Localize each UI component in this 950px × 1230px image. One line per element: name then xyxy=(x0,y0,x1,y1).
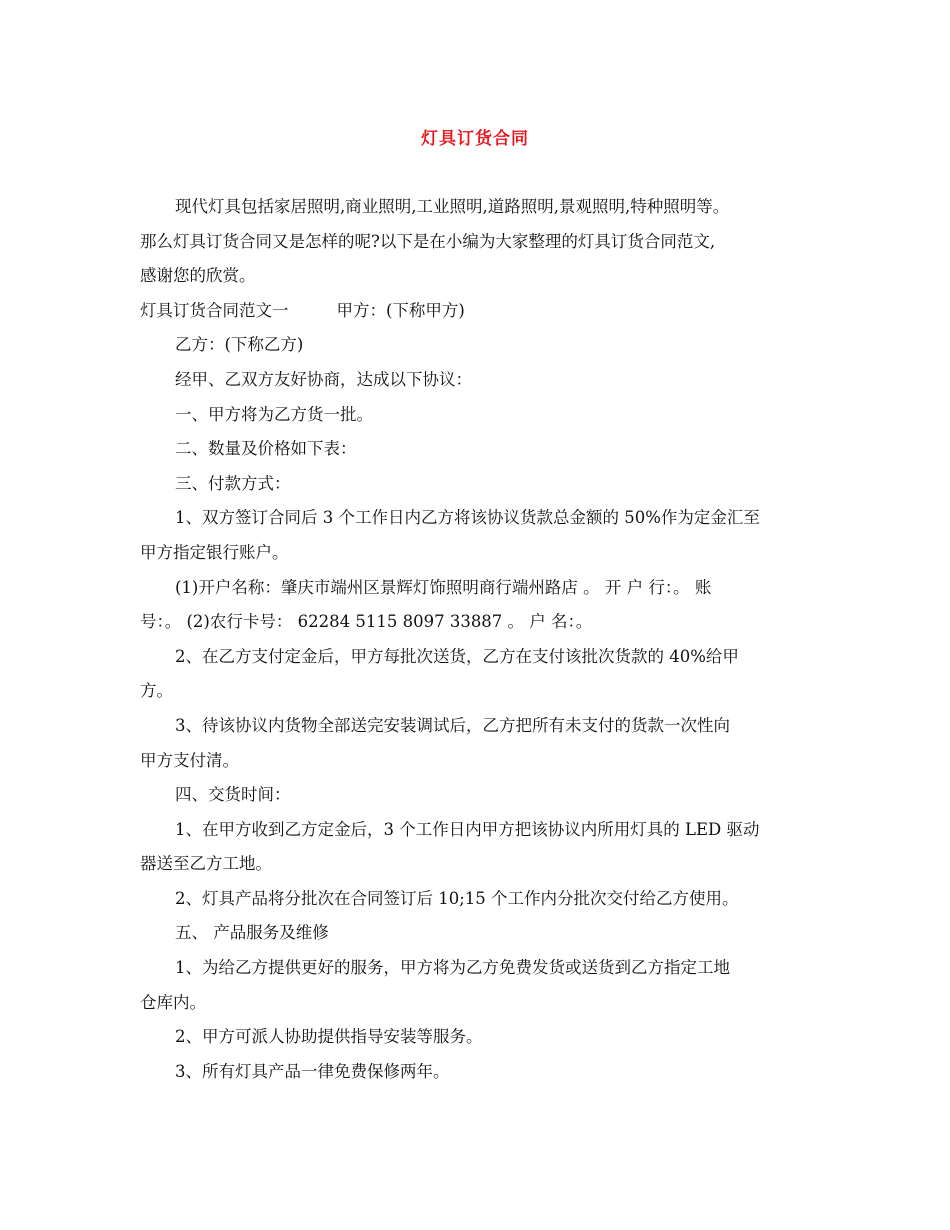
intro-line-2: 那么灯具订货合同又是怎样的呢?以下是在小编为大家整理的灯具订货合同范文, xyxy=(140,231,716,251)
delivery-2: 2、灯具产品将分批次在合同签订后 10;15 个工作内分批次交付给乙方使用。 xyxy=(175,888,739,908)
service-2: 2、甲方可派人协助提供指导安装等服务。 xyxy=(175,1027,483,1047)
payment-2-line-1: 2、在乙方支付定金后，甲方每批次送货，乙方在支付该批次货款的 40%给甲 xyxy=(175,646,739,666)
payment-1-line-2: 甲方指定银行账户。 xyxy=(140,542,289,562)
party-a: 甲方：(下称甲方) xyxy=(336,300,465,320)
sample-heading-row xyxy=(140,294,820,329)
service-3: 3、所有灯具产品一律免费保修两年。 xyxy=(175,1061,450,1081)
clause-1: 一、甲方将为乙方货一批。 xyxy=(175,404,373,424)
agreement-intro: 经甲、乙双方友好协商，达成以下协议： xyxy=(175,369,472,389)
bank-line-2: 号：。 (2)农行卡号： 62284 5115 8097 33887 。 户 名：。 xyxy=(140,612,593,632)
clause-3: 三、付款方式： xyxy=(175,473,291,493)
delivery-1-line-2: 器送至乙方工地。 xyxy=(140,854,272,874)
intro-line-3: 感谢您的欣赏。 xyxy=(140,266,256,286)
service-1-line-1: 1、为给乙方提供更好的服务，甲方将为乙方免费发货或送货到乙方指定工地 xyxy=(175,958,730,978)
payment-1-line-1: 1、双方签订合同后 3 个工作日内乙方将该协议货款总金额的 50%作为定金汇至 xyxy=(175,508,760,528)
party-b: 乙方：(下称乙方) xyxy=(175,335,304,355)
delivery-1-line-1: 1、在甲方收到乙方定金后，3 个工作日内甲方把该协议内所用灯具的 LED 驱动 xyxy=(175,819,760,839)
service-1-line-2: 仓库内。 xyxy=(140,992,206,1012)
clause-5: 五、 产品服务及维修 xyxy=(175,923,329,943)
payment-2-line-2: 方。 xyxy=(140,681,173,701)
payment-3-line-2: 甲方支付清。 xyxy=(140,750,239,770)
sample-heading: 灯具订货合同范文一 xyxy=(140,300,289,320)
document-title: 灯具订货合同 xyxy=(421,129,529,149)
document-body xyxy=(140,190,820,1089)
intro-line-1: 现代灯具包括家居照明,商业照明,工业照明,道路照明,景观照明,特种照明等。 xyxy=(175,197,730,216)
bank-line-1: (1)开户名称：肇庆市端州区景辉灯饰照明商行端州路店 。 开 户 行：。 账 xyxy=(175,577,712,597)
payment-3-line-1: 3、待该协议内货物全部送完安装调试后，乙方把所有未支付的货款一次性向 xyxy=(175,715,730,735)
clause-4: 四、交货时间： xyxy=(175,785,291,805)
clause-2: 二、数量及价格如下表： xyxy=(175,439,357,459)
